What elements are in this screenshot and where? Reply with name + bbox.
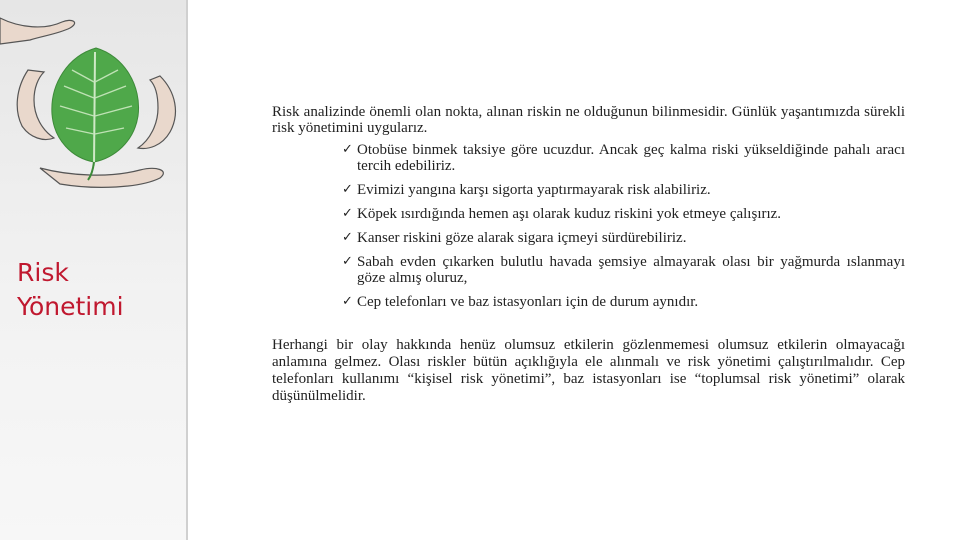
list-item-text: Sabah evden çıkarken bulutlu havada şemsiye almayarak olası bir yağmurda ıslanmayı göze almış oluruz, [357,254,905,286]
hands-icon-bottom [40,168,163,187]
title-line-1: Risk [17,258,69,287]
hands-icon [0,18,75,44]
check-icon: ✓ [342,206,353,221]
page-title [17,256,124,324]
check-icon: ✓ [342,230,353,245]
list-item [342,254,905,286]
list-item [342,230,905,246]
list-item [342,294,905,310]
content-area [272,104,905,405]
conclusion-paragraph: Herhangi bir olay hakkında henüz olumsuz etkilerin gözlenmemesi olumsuz etkilerin olmayacağı anlamına gelmez. Olası riskler bütün açıklığıyla ele alınmalı ve risk yönetimi çalıştırılmalıdır. Cep telefonları kullanımı “kişisel risk yönetimi”, baz istasyonları ise “toplumsal risk yönetimi” olarak düşünülmelidir. [272,337,905,404]
list-item-text: Evimizi yangına karşı sigorta yaptırmayarak risk alabiliriz. [357,182,711,198]
intro-paragraph: Risk analizinde önemli olan nokta, alınan riskin ne olduğunun bilinmesidir. Günlük yaşantımızda sürekli risk yönetimini uygularız. [272,104,905,136]
check-icon: ✓ [342,294,353,309]
check-icon: ✓ [342,182,353,197]
list-item-text: Otobüse binmek taksiye göre ucuzdur. Ancak geç kalma riski yükseldiğinde pahalı aracı tercih edebiliriz. [357,142,905,174]
sidebar-divider [186,0,188,540]
sidebar-panel [0,0,187,540]
list-item [342,142,905,174]
check-icon: ✓ [342,142,353,157]
hands-leaf-image [0,0,187,200]
example-list [272,142,905,310]
list-item [342,182,905,198]
hands-icon-right [138,76,175,148]
check-icon: ✓ [342,254,353,269]
list-item-text: Cep telefonları ve baz istasyonları için de durum aynıdır. [357,294,699,310]
list-item-text: Kanser riskini göze alarak sigara içmeyi sürdürebiliriz. [357,230,687,246]
list-item [342,206,905,222]
title-line-2: Yönetimi [17,292,124,321]
leaf-icon [52,48,139,180]
hands-icon-left [17,70,54,140]
list-item-text: Köpek ısırdığında hemen aşı olarak kuduz riskini yok etmeye çalışırız. [357,206,782,222]
